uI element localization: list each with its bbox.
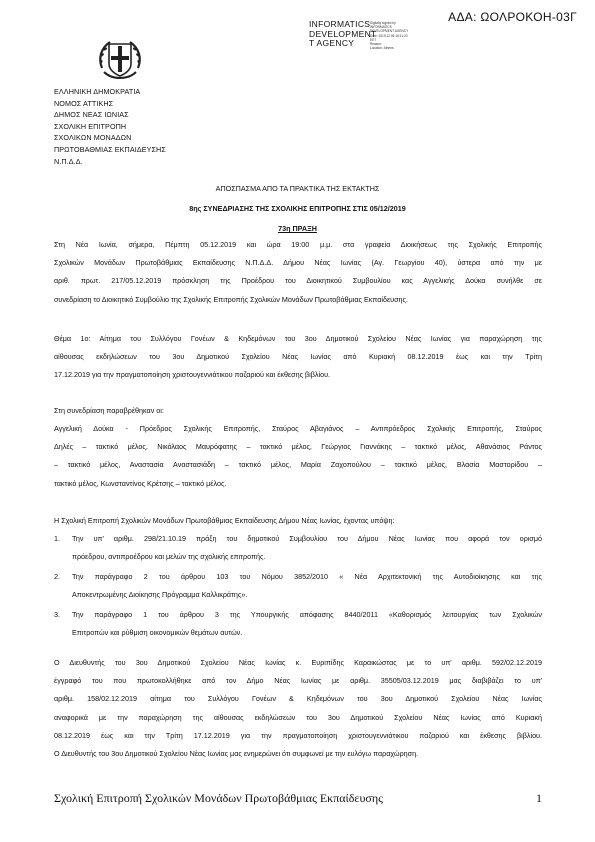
header-line: Ν.Π.Δ.Δ.	[54, 156, 83, 166]
text-line: 08.12.2019 έως και την Τρίτη 17.12.2019 για την πραγματοποίηση χριστουγεννιάτικου παζαριού και έκθεσης βιβλίου.	[54, 730, 542, 740]
signature-detail-line: Reason:	[370, 42, 382, 47]
logo-line: INFORMATICS	[309, 19, 371, 29]
logo-line: DEVELOPMENT	[309, 28, 377, 39]
subject-paragraph	[54, 330, 542, 385]
text-line: Η Σχολική Επιτροπή Σχολικών Μονάδων Πρωτοβάθμιας Εκπαίδευσης Δήμου Νέας Ιωνίας, έχοντας υπόψη:	[54, 516, 395, 525]
text-line: αριθμ. 158/02.12.2019 αίτημα του Συλλόγου Γονέων & Κηδεμόνων του 3ου Δημοτικού Σχολείου Νέας Ιωνίας	[54, 694, 542, 704]
ada-code: ΑΔΑ: ΩΟΛΡΟΚΟΗ-03Γ	[448, 10, 577, 24]
list-item	[54, 530, 542, 566]
list-number: 2.	[54, 572, 60, 581]
text-line: Αποκεντρωμένης Διοίκησης Πρόγραμμα Καλλικράτης».	[72, 590, 248, 600]
act-number: 73η ΠΡΑΞΗ	[278, 224, 317, 233]
header-line: ΕΛΛΗΝΙΚΗ ΔΗΜΟΚΡΑΤΙΑ	[54, 87, 141, 96]
text-line: έγγραφό του που πρωτοκολλήθηκε από τον Δήμο Νέας Ιωνίας με αριθμ. 35505/03.12.2019 μας διαβιβάζει το υπ'	[54, 676, 542, 686]
text-line: αίθουσας εκδηλώσεων του 3ου Δημοτικού Σχολείου Νέας Ιωνίας από Κυριακή 08.12.2019 έως και την Τρίτη	[54, 352, 542, 362]
considerations-intro	[54, 512, 542, 530]
text-line: Στη Νέα Ιωνία, σήμερα, Πέμπτη 05.12.2019 και ώρα 19:00 μ.μ. στα γραφεία Διοικήσεως της Σχολικής Επιτροπής	[54, 240, 542, 249]
signature-detail-line: INFORMATICS	[370, 25, 392, 30]
header-line: ΠΡΩΤΟΒΑΘΜΙΑΣ ΕΚΠΑΙΔΕΥΣΗΣ	[54, 144, 166, 154]
signature-logo	[309, 20, 377, 49]
logo-line: T AGENCY	[309, 38, 355, 48]
page-number: 1	[536, 791, 542, 805]
text-line: Την παράγραφο 1 του άρθρου 3 της Υπουργικής απόφασης 8440/2011 «Καθορισμός λειτουργίας των Σχολικών	[72, 610, 542, 619]
text-line: Σχολικών Μονάδων Πρωτοβάθμιας Εκπαίδευσης Ν.Π.Δ.Δ. Δήμου Νέας Ιωνίας (Αγ. Γεωργίου 40), ύστερα από την με	[54, 258, 542, 268]
intro-paragraph	[54, 236, 542, 309]
text-line: Αγγελική Δούκα - Πρόεδρος Σχολικής Επιτροπής, Σταύρος Αβαγιάνος – Αντιπρόεδρος Σχολικής Επιτροπής, Σταύρος	[54, 424, 542, 433]
considerations-list	[54, 530, 542, 638]
signature-details	[370, 21, 440, 50]
issuer-header	[54, 86, 166, 167]
signature-detail-line: Digitally signed by	[370, 21, 396, 25]
text-line: πρόεδρου, αντιπροέδρου και μελών της σχολικής επιτροπής.	[72, 552, 266, 562]
list-number: 1.	[54, 534, 60, 543]
signature-detail-line: DEVELOPMENT AGENCY	[370, 29, 409, 34]
text-line: Ο Διευθυντής του 3ου Δημοτικού Σχολείου Νέας Ιωνίας μας ενημερώνει ότι συμφωνεί με την ευλόγω παραχώρηση.	[54, 749, 419, 759]
text-line: Ο Διευθυντής του 3ου Δημοτικού Σχολείου Νέας Ιωνίας κ. Ευριπίδης Καραικώστας με το υπ' αριθμ. 592/02.12.2019	[54, 658, 542, 667]
signature-detail-line: Location: Athens	[370, 46, 394, 51]
text-line: – τακτικό μέλος, Αναστασία Αναστασιάδη – τακτικό μέλος, Μαρία Ζαχοπούλου – τακτικό μέλος, Βλασία Μαστορίδου –	[54, 460, 542, 470]
text-line: αριθ. πρωτ. 217/05.12.2019 πρόσκληση της Προέδρου του Διοικητικού Συμβουλίου κας Αγγελικής Δούκα συνήλθε σε	[54, 276, 542, 286]
text-line: τακτικό μέλος, Κωνσταντίνος Κρέτσης – τακτικό μέλος.	[54, 478, 227, 488]
header-line: ΝΟΜΟΣ ΑΤΤΙΚΗΣ	[54, 98, 114, 108]
text-line: Δηλές – τακτικό μέλος, Νικόλαος Μαυρόφατης – τακτικό μέλος, Γεώργιος Γιαννάκης – τακτικό μέλος, Αθανάσιος Ράντος	[54, 442, 542, 452]
attendance-paragraph	[54, 420, 542, 493]
attendance-intro	[54, 402, 542, 420]
signature-detail-line: EET	[370, 37, 377, 42]
text-line: Στη συνεδρίαση παραβρέθηκαν οι:	[54, 406, 164, 415]
text-line: αναφορικά με την παραχώρηση της αίθουσας εκδηλώσεων του 3ου Δημοτικού Σχολείου Νέας Ιωνίας από Κυριακή	[54, 712, 542, 722]
list-item	[54, 568, 542, 604]
director-paragraph	[54, 654, 542, 763]
text-line: Θέμα 1ο: Αίτημα του Συλλόγου Γονέων & Κηδεμόνων του 3ου Δημοτικού Σχολείου Νέας Ιωνίας για παραχώρηση της	[54, 334, 542, 343]
text-line: 17.12.2019 για την πραγματοποίηση χριστουγεννιάτικου παζαριού και έκθεσης βιβλίου.	[54, 370, 331, 380]
text-line: Επιτροπών και ρύθμιση οικονομικών θεμάτων αυτών.	[72, 628, 243, 638]
list-item	[54, 606, 542, 642]
session-title: 8ης ΣΥΝΕΔΡΙΑΣΗΣ ΤΗΣ ΣΧΟΛΙΚΗΣ ΕΠΙΤΡΟΠΗΣ ΣΤΙΣ 05/12/2019	[189, 204, 406, 213]
header-line: ΔΗΜΟΣ ΝΕΑΣ ΙΩΝΙΑΣ	[54, 110, 129, 120]
document-title: ΑΠΟΣΠΑΣΜΑ ΑΠΟ ΤΑ ΠΡΑΚΤΙΚΑ ΤΗΣ ΕΚΤΑΚΤΗΣ	[215, 184, 380, 193]
text-line: Την παράγραφο 2 του άρθρου 103 του Νόμου 3852/2010 « Νέα Αρχιτεκτονική της Αυτοδιοίκησης και της	[72, 572, 542, 581]
footer-text: Σχολική Επιτροπή Σχολικών Μονάδων Πρωτοβάθμιας Εκπαίδευσης	[54, 791, 383, 805]
page-footer	[54, 791, 542, 806]
header-line: ΣΧΟΛΙΚΗ ΕΠΙΤΡΟΠΗ	[54, 121, 127, 131]
text-line: συνεδρίαση το Διοικητικό Συμβούλιο της Σχολικής Επιτροπής Σχολικών Μονάδων Πρωτοβάθμιας Εκπαίδευσης.	[54, 294, 408, 304]
header-line: ΣΧΟΛΙΚΩΝ ΜΟΝΑΔΩΝ	[54, 133, 132, 143]
list-number: 3.	[54, 610, 60, 619]
signature-detail-line: Date: 2019.12.06 16:11:23	[370, 33, 408, 38]
text-line: Την υπ' αριθμ. 298/21.10.19 πράξη του δημοτικού Συμβουλίου του Δήμου Νέας Ιωνίας που αφορά τον ορισμό	[72, 534, 542, 543]
greek-emblem-icon	[96, 38, 144, 84]
